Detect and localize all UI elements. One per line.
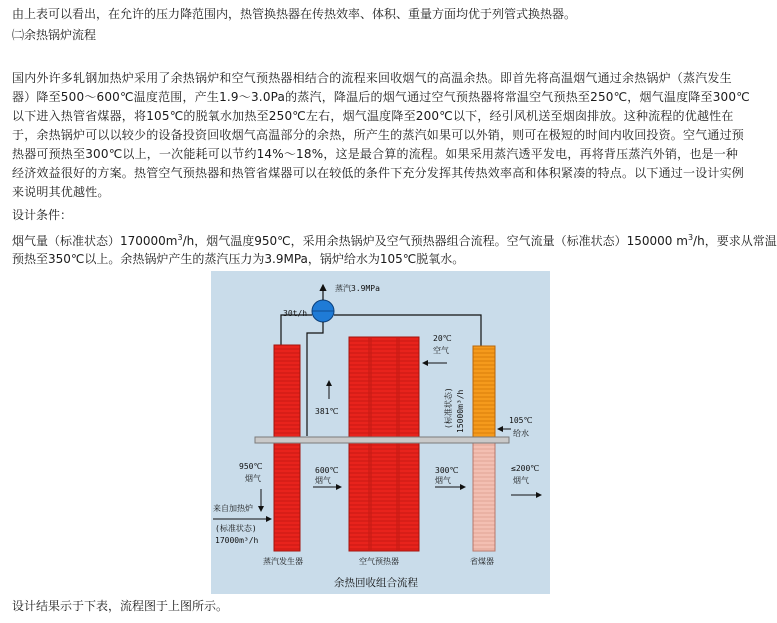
steam-generator-body	[274, 345, 300, 443]
flow-diagram	[211, 271, 550, 594]
body-paragraph: 国内外许多轧钢加热炉采用了余热锅炉和空气预热器相结合的流程来回收烟气的高温余热。即首先将高温烟气通过余热锅炉（蒸汽发生器）降至500～600℃温度范围，产生1.9～3.0Pa的蒸汽，降温后的烟气通过空气预热器将常温空气预热至250℃，烟气温度降至300℃以下进入热管省煤器，将105℃的脱氧水加热至250℃左右，烟气温度降至200℃以下，经引风机送至烟囱排放。这种流程的优越性在于，余热锅炉可以以较少的设备投资回收烟气高温部分的余热，所产生的蒸汽如果可以外销，则可在极短的时间内收回投资。空气通过预热器可预热至300℃以上，一次能耗可以节约14%～18%，这是最合算的流程。如果采用蒸汽透平发电，再将背压蒸汽外销，也是一种经济效益很好的方案。热管空气预热器和热管省煤器可以在较低的条件下充分发挥其传热效率高和体积紧凑的特点。以下通过一设计实例来说明其优越性。	[12, 71, 750, 199]
gas-300-label: 烟气	[435, 476, 451, 485]
steam-label: 蒸汽3.9MPa	[335, 284, 380, 293]
gas-950-label: 烟气	[245, 474, 261, 483]
conditions-line-2: 预热至350℃以上。余热锅炉产生的蒸汽压力为3.9MPa，锅炉给水为105℃脱氧水。	[12, 252, 465, 266]
t-381-label: 381℃	[315, 407, 339, 416]
economizer-upper	[473, 346, 495, 442]
source-label-a: 来自加热炉	[213, 504, 253, 513]
intro-line: 由上表可以看出，在允许的压力降范围内，热管换热器在传热效率、体积、重量方面均优于列管式换热器。	[12, 7, 577, 21]
result-line: 设计结果示于下表，流程图于上图所示。	[12, 599, 229, 613]
std-state-b: 15000m³/h	[456, 389, 465, 433]
economizer-lower	[473, 442, 495, 551]
flow-30-label: 30t/h	[283, 309, 308, 318]
label-steam-generator: 蒸汽发生器	[263, 557, 303, 566]
conditions-line-1	[12, 230, 777, 249]
superscript-3: 3	[177, 233, 183, 242]
steam-generator-lower	[274, 443, 300, 551]
conditions-line-1-mid: /h，烟气温度950℃，采用余热锅炉及空气预热器组合流程。空气流量（标准状态）150000 m	[182, 234, 688, 248]
gas-200-temp: ≤200℃	[511, 464, 540, 473]
air-20-label: 空气	[433, 346, 449, 355]
water-105-label: 105℃	[509, 416, 533, 425]
label-economizer: 省煤器	[470, 557, 494, 566]
superscript-3b: 3	[687, 233, 694, 242]
air-preheater-body	[349, 337, 419, 442]
conditions-line-1-pre: 烟气量（标准状态）170000m	[12, 234, 178, 248]
gas-600-label: 烟气	[315, 476, 331, 485]
section-heading: ㈡余热锅炉流程	[12, 28, 97, 42]
air-20-temp: 20℃	[433, 334, 452, 343]
conditions-line-1-post: /h，要求从常温	[693, 234, 777, 248]
diagram-caption: 余热回收组合流程	[334, 577, 418, 589]
source-label-c: 17000m³/h	[215, 536, 259, 545]
label-air-preheater: 空气预热器	[359, 557, 399, 566]
gas-300-temp: 300℃	[435, 466, 459, 475]
source-label-b: (标准状态)	[215, 524, 257, 533]
std-state-a: (标准状态)	[444, 387, 453, 429]
air-preheater-lower	[349, 442, 419, 551]
design-conditions-label: 设计条件：	[12, 208, 73, 222]
tube-plate	[255, 437, 509, 443]
gas-200-label: 烟气	[513, 476, 529, 485]
gas-950-temp: 950℃	[239, 462, 263, 471]
gas-600-temp: 600℃	[315, 466, 339, 475]
water-feed-label: 给水	[513, 429, 529, 438]
